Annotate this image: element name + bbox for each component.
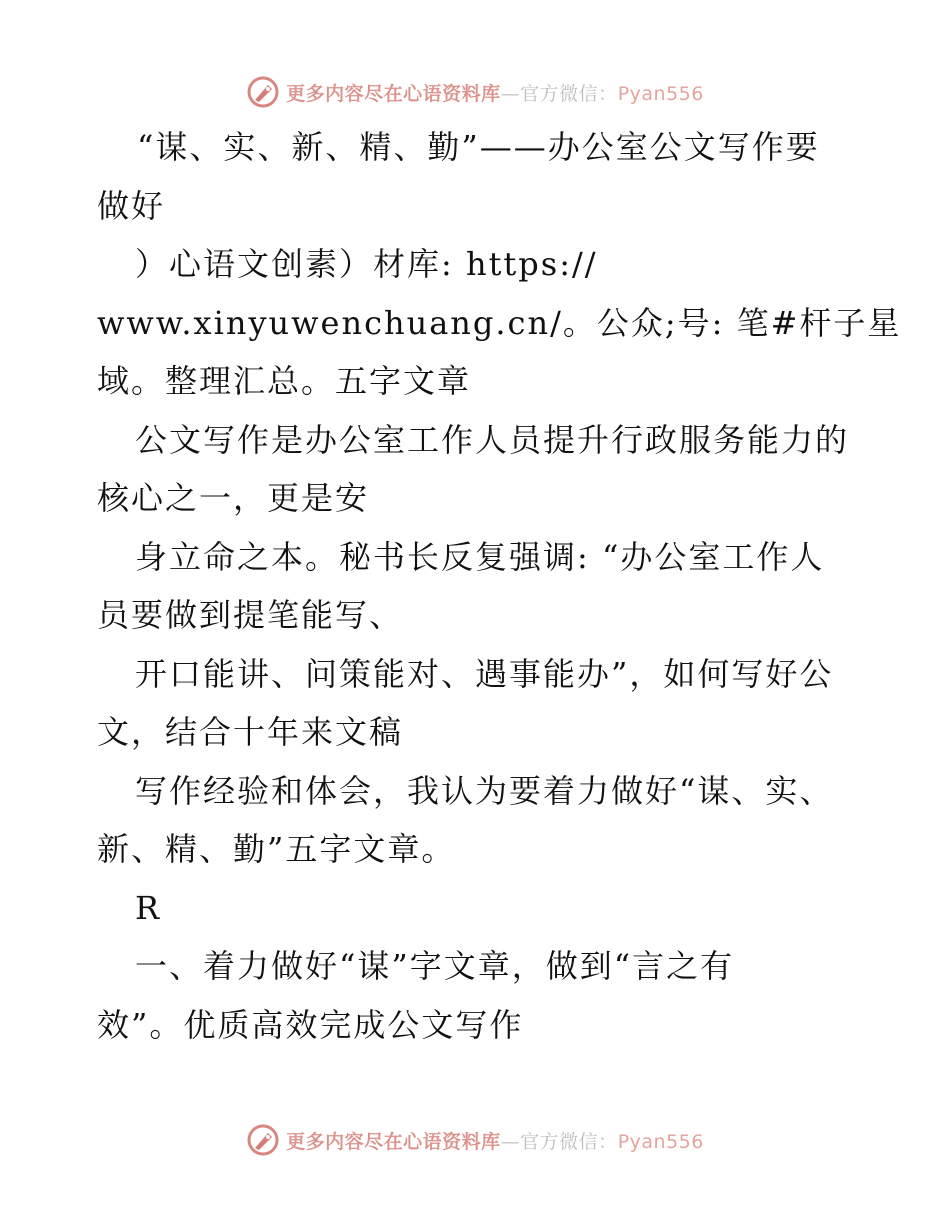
watermark-wechat-id: Pyan556: [617, 1130, 704, 1153]
watermark-site-text: 更多内容尽在心语资料库: [286, 82, 501, 105]
paragraph-line: 文，结合十年来文稿: [97, 713, 404, 751]
watermark-wechat-id: Pyan556: [617, 82, 704, 105]
watermark-text: [286, 1127, 704, 1154]
watermark-text: [286, 79, 704, 106]
paragraph-line: 公文写作是办公室工作人员提升行政服务能力的: [135, 420, 850, 459]
pen-nib-logo-icon: [246, 1123, 280, 1157]
header-watermark: [0, 72, 950, 112]
section-heading-line-2: 效”。优质高效完成公文写作: [97, 1005, 524, 1044]
paragraph-line: 写作经验和体会，我认为要着力做好“谋、实、: [135, 771, 834, 810]
watermark-dash: —: [500, 1130, 521, 1153]
document-title-line-1: “谋、实、新、精、勤”——办公室公文写作要: [137, 128, 820, 166]
watermark-wechat-label: 官方微信：: [520, 82, 618, 105]
source-line-1: ）心语文创素）材库: https://: [135, 245, 598, 283]
paragraph-line: 员要做到提笔能写、: [97, 596, 404, 634]
stray-letter-line: R: [135, 888, 162, 927]
source-line-3: 域。整理汇总。五字文章: [97, 362, 472, 400]
paragraph-line: 身立命之本。秘书长反复强调: “办公室工作人: [135, 537, 825, 576]
watermark-site-text: 更多内容尽在心语资料库: [286, 1130, 501, 1153]
paragraph-line: 核心之一，更是安: [97, 479, 370, 517]
watermark-dash: —: [500, 82, 521, 105]
document-body: [97, 118, 902, 1054]
section-heading-line-1: 一、着力做好“谋”字文章，做到“言之有: [135, 947, 735, 985]
source-line-2: www.xinyuwenchuang.cn/。公众;号: 笔#杆子星: [97, 303, 902, 342]
paragraph-line: 新、精、勤”五字文章。: [97, 830, 456, 868]
watermark-wechat-label: 官方微信：: [520, 1130, 618, 1153]
paragraph-line: 开口能讲、问策能对、遇事能办”，如何写好公: [135, 654, 834, 693]
footer-watermark: [0, 1120, 950, 1160]
pen-nib-logo-icon: [246, 75, 280, 109]
document-title-line-2: 做好: [97, 186, 166, 225]
